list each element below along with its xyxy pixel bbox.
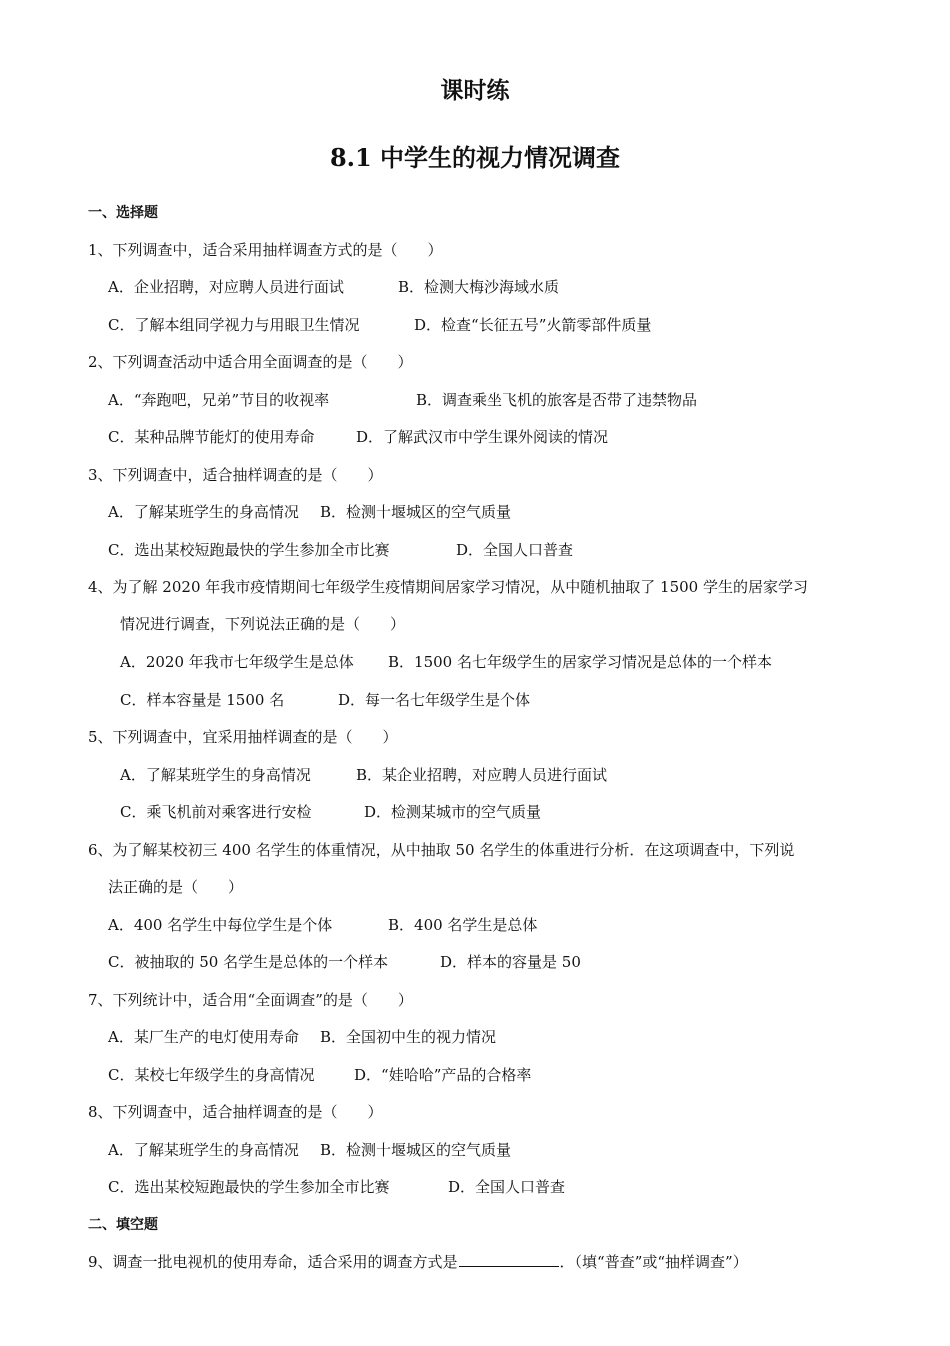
option-d: D．检测某城市的空气质量 xyxy=(364,803,542,821)
question-stem: 8、下列调查中，适合抽样调查的是（ ） xyxy=(88,1103,383,1121)
option-row xyxy=(120,765,607,785)
option-a: A．某厂生产的电灯使用寿命 xyxy=(108,1028,299,1046)
question-stem-cont: 法正确的是（ ） xyxy=(108,878,244,896)
option-c: C．选出某校短跑最快的学生参加全市比赛 xyxy=(108,541,390,559)
question-stem: 2、下列调查活动中适合用全面调查的是（ ） xyxy=(88,353,413,371)
option-b: B．400 名学生是总体 xyxy=(388,916,538,934)
option-c: C．被抽取的 50 名学生是总体的一个样本 xyxy=(108,953,389,971)
option-b: B．全国初中生的视力情况 xyxy=(320,1028,497,1046)
option-d: D．检查“长征五号”火箭零部件质量 xyxy=(414,316,652,334)
question-stem: 7、下列统计中，适合用“全面调查”的是（ ） xyxy=(88,991,413,1009)
question-stem: 1、下列调查中，适合采用抽样调查方式的是（ ） xyxy=(88,241,443,259)
answer-blank[interactable] xyxy=(459,1252,559,1267)
option-c: C．某校七年级学生的身高情况 xyxy=(108,1066,315,1084)
option-row xyxy=(108,952,581,972)
q9-prefix: 9、调查一批电视机的使用寿命，适合采用的调查方式是 xyxy=(88,1253,458,1271)
option-row xyxy=(108,1140,511,1160)
page-title: 课时练 xyxy=(440,77,510,104)
question-stem: 4、为了解 2020 年我市疫情期间七年级学生疫情期间居家学习情况，从中随机抽取了 1500 学生的居家学习 xyxy=(88,578,808,596)
option-c: C．样本容量是 1500 名 xyxy=(120,691,285,709)
option-row xyxy=(108,1065,531,1085)
option-d: D．样本的容量是 50 xyxy=(440,953,581,971)
option-row xyxy=(120,652,772,672)
option-d: D．每一名七年级学生是个体 xyxy=(338,691,531,709)
option-row xyxy=(108,390,697,410)
question-stem-cont: 情况进行调查，下列说法正确的是（ ） xyxy=(120,615,406,633)
option-b: B．检测十堰城区的空气质量 xyxy=(320,503,512,521)
option-row xyxy=(108,277,559,297)
option-a: A．企业招聘，对应聘人员进行面试 xyxy=(108,278,344,296)
option-a: A．了解某班学生的身高情况 xyxy=(108,1141,299,1159)
option-a: A．2020 年我市七年级学生是总体 xyxy=(120,653,354,671)
option-c: C．了解本组同学视力与用眼卫生情况 xyxy=(108,316,360,334)
option-row xyxy=(108,1177,565,1197)
q9-suffix: ．（填“普查”或“抽样调查”） xyxy=(559,1253,748,1271)
option-row xyxy=(108,915,537,935)
question-stem: 3、下列调查中，适合抽样调查的是（ ） xyxy=(88,466,383,484)
option-a: A．400 名学生中每位学生是个体 xyxy=(108,916,333,934)
option-b: B．1500 名七年级学生的居家学习情况是总体的一个样本 xyxy=(388,653,772,671)
option-d: D．全国人口普查 xyxy=(456,541,574,559)
lesson-title: 8.1 中学生的视力情况调查 xyxy=(329,143,621,172)
option-row xyxy=(108,1027,496,1047)
option-c: C．乘飞机前对乘客进行安检 xyxy=(120,803,312,821)
option-a: A．了解某班学生的身高情况 xyxy=(108,503,299,521)
option-row xyxy=(108,502,511,522)
option-b: B．检测大梅沙海域水质 xyxy=(398,278,560,296)
option-c: C．选出某校短跑最快的学生参加全市比赛 xyxy=(108,1178,390,1196)
option-d: D．全国人口普查 xyxy=(448,1178,566,1196)
option-row xyxy=(120,690,530,710)
option-row xyxy=(108,540,573,560)
question-stem: 6、为了解某校初三 400 名学生的体重情况，从中抽取 50 名学生的体重进行分析．在这项调查中，下列说 xyxy=(88,841,795,859)
question-stem: 5、下列调查中，宜采用抽样调查的是（ ） xyxy=(88,728,398,746)
option-row xyxy=(120,802,541,822)
option-row xyxy=(108,427,608,447)
section-heading-choice: 一、选择题 xyxy=(88,205,158,221)
option-a: A．了解某班学生的身高情况 xyxy=(120,766,311,784)
option-b: B．检测十堰城区的空气质量 xyxy=(320,1141,512,1159)
option-d: D．“娃哈哈”产品的合格率 xyxy=(354,1066,532,1084)
question-stem xyxy=(88,1252,748,1272)
option-row xyxy=(108,315,651,335)
option-a: A．“奔跑吧，兄弟”节目的收视率 xyxy=(108,391,330,409)
section-heading-fill: 二、填空题 xyxy=(88,1217,158,1233)
option-c: C．某种品牌节能灯的使用寿命 xyxy=(108,428,315,446)
option-b: B．调查乘坐飞机的旅客是否带了违禁物品 xyxy=(416,391,698,409)
option-d: D．了解武汉市中学生课外阅读的情况 xyxy=(356,428,609,446)
option-b: B．某企业招聘，对应聘人员进行面试 xyxy=(356,766,608,784)
